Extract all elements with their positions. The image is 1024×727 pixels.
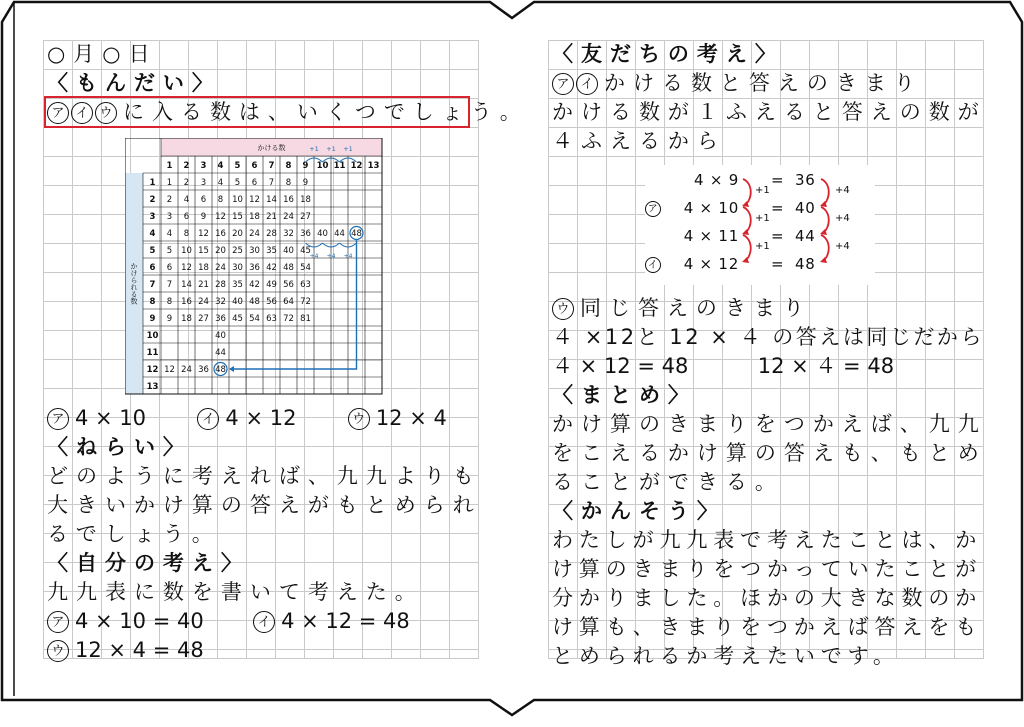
table-cell: 2 <box>183 178 190 188</box>
table-cell: 4 <box>183 195 190 205</box>
table-cell: 36 <box>198 365 209 375</box>
table-cell: 44 <box>215 348 226 358</box>
table-cell: 40 <box>317 229 328 239</box>
table-cell: 48 <box>215 365 226 375</box>
table-cell: 24 <box>198 297 209 307</box>
table-cell: 16 <box>215 229 226 239</box>
row-header: 1 <box>149 178 156 188</box>
table-cell: 72 <box>300 297 311 307</box>
col-header: 10 <box>316 161 329 171</box>
arrow-right-2 <box>821 207 829 233</box>
self-eq-i: 4 × 12 = 48 <box>281 609 410 633</box>
table-cell: 8 <box>166 297 173 307</box>
table-cell: 40 <box>283 246 294 256</box>
problem-heading: 〈もんだい〉 <box>47 71 221 95</box>
table-cell: 21 <box>198 280 209 290</box>
mark-i-icon: イ <box>71 102 93 124</box>
col-header: 6 <box>251 161 258 171</box>
self-equation-u <box>47 636 204 665</box>
row-header: 5 <box>149 246 156 256</box>
self-line: 九九表に数を書いて考えた。 <box>47 580 424 604</box>
table-cell: 45 <box>300 246 311 256</box>
answer-i: 4 × 12 <box>225 406 297 430</box>
table-cell: 9 <box>166 314 173 324</box>
reflection-line-1: わたしが九九表で考えたことは、か <box>552 528 983 552</box>
table-cell: 6 <box>166 263 173 273</box>
problem-text: に入る数は、いくつでしょう。 <box>123 100 529 124</box>
table-cell: 6 <box>183 212 190 222</box>
summary-line-3: ることができる。 <box>552 470 784 494</box>
table-cell: 45 <box>232 314 243 324</box>
table-cell: 4 <box>166 229 173 239</box>
table-cell: 18 <box>198 263 209 273</box>
table-cell: 6 <box>200 195 207 205</box>
col-header: 5 <box>234 161 241 171</box>
answer-mark-i-icon: イ <box>197 408 219 430</box>
equations-block <box>645 165 875 285</box>
table-cell: 7 <box>268 178 275 188</box>
arrow-right-3 <box>821 235 829 261</box>
self-heading: 〈自分の考え〉 <box>47 551 250 575</box>
row-header: 13 <box>146 382 159 392</box>
self-mark-i-icon: イ <box>253 611 275 633</box>
table-cell: 7 <box>166 280 173 290</box>
col-header: 4 <box>217 161 224 171</box>
plus-four-3: +4 <box>835 241 850 252</box>
table-cell: 24 <box>249 229 260 239</box>
table-top-label: かける数 <box>257 144 286 152</box>
rule1-mark-a-icon: ア <box>552 73 574 95</box>
plus-four-2: +4 <box>835 213 850 224</box>
plus-four-1: +4 <box>835 185 850 196</box>
reflection-line-5: とめられるか考えたいです。 <box>552 644 900 668</box>
mark-a-icon: ア <box>47 102 69 124</box>
plus-one-2: +1 <box>755 213 770 224</box>
table-cell: 42 <box>249 280 260 290</box>
self-equations-row <box>47 607 410 636</box>
table-cell: 24 <box>215 263 226 273</box>
multiplication-table <box>125 138 383 396</box>
col-header: 7 <box>268 161 275 171</box>
table-cell: 30 <box>249 246 260 256</box>
rule2-eq-b: 12 × ４ = 48 <box>757 354 895 378</box>
table-cell: 54 <box>249 314 260 324</box>
table-cell: 40 <box>232 297 243 307</box>
arrow-left-3 <box>743 235 751 261</box>
aim-line-2: 大きいかけ算の答えがもとめられ <box>47 493 482 517</box>
table-cell: 12 <box>249 195 260 205</box>
table-cell: 36 <box>215 314 226 324</box>
table-cell: 8 <box>285 178 292 188</box>
row-header: 4 <box>149 229 156 239</box>
row-header: 9 <box>149 314 156 324</box>
table-cell: 24 <box>181 365 192 375</box>
rule1-title-text: かける数と答えのきまり <box>604 71 923 95</box>
table-cell: 6 <box>251 178 258 188</box>
table-cell: 12 <box>181 263 192 273</box>
self-eq-a: 4 × 10 = 40 <box>75 609 204 633</box>
summary-line-2: をこえるかけ算の答えも、もとめ <box>552 441 987 465</box>
plus-one-3: +1 <box>755 241 770 252</box>
rule2-line: ４ ×12と 12 × ４ の答えは同じだから <box>552 325 984 349</box>
row-header: 10 <box>146 331 159 341</box>
table-cell: 28 <box>215 280 226 290</box>
reflection-heading: 〈かんそう〉 <box>552 499 726 523</box>
plus-one-1: +1 <box>755 185 770 196</box>
table-cell: 72 <box>283 314 294 324</box>
table-cell: 15 <box>232 212 243 222</box>
date-line: ○月○日 <box>47 42 158 66</box>
col-header: 9 <box>302 161 309 171</box>
table-cell: 48 <box>351 229 362 239</box>
table-cell: 35 <box>232 280 243 290</box>
table-cell: 36 <box>249 263 260 273</box>
table-cell: 14 <box>266 195 277 205</box>
table-cell: 5 <box>234 178 241 188</box>
table-cell: 20 <box>232 229 243 239</box>
table-cell: 28 <box>266 229 277 239</box>
reflection-line-3: 分かりました。ほかの大きな数のか <box>552 586 983 610</box>
self-eq-u: 12 × 4 = 48 <box>75 638 204 662</box>
table-cell: 5 <box>166 246 173 256</box>
arrow-left-1 <box>743 179 751 205</box>
row-header: 8 <box>149 297 156 307</box>
col-header: 8 <box>285 161 292 171</box>
eq-equals-1: = <box>771 171 785 189</box>
table-cell: 18 <box>300 195 311 205</box>
col-header: 3 <box>200 161 207 171</box>
rule1-line-2: ４ふえるから <box>552 129 726 153</box>
mark-u-icon: ウ <box>95 102 117 124</box>
table-cell: 27 <box>198 314 209 324</box>
summary-heading: 〈まとめ〉 <box>552 383 697 407</box>
table-cell: 3 <box>166 212 173 222</box>
rule1-line-1: かける数が１ふえると答えの数が <box>552 100 987 124</box>
rule2-title <box>552 294 812 323</box>
answer-mark-a-icon: ア <box>47 408 69 430</box>
plus-one-label: +1 <box>343 145 353 153</box>
col-header: 11 <box>333 161 346 171</box>
rule1-title <box>552 69 923 98</box>
table-cell: 9 <box>302 178 309 188</box>
table-cell: 81 <box>300 314 311 324</box>
table-cell: 56 <box>283 280 294 290</box>
answer-a: 4 × 10 <box>75 406 147 430</box>
problem-line <box>47 98 529 127</box>
eq-mark-2-icon: ア <box>645 201 661 217</box>
friend-heading: 〈友だちの考え〉 <box>552 42 784 66</box>
eq-arrows <box>645 165 875 285</box>
eq-left-4: 4 × 12 <box>683 255 739 273</box>
eq-equals-4: = <box>771 255 785 273</box>
table-cell: 2 <box>166 195 173 205</box>
rule2-eq-a: ４ × 12 = 48 <box>552 354 689 378</box>
table-cell: 44 <box>334 229 345 239</box>
table-cell: 15 <box>198 246 209 256</box>
plus-four-label: +4 <box>343 253 353 260</box>
table-cell: 56 <box>266 297 277 307</box>
row-header: 11 <box>146 348 159 358</box>
eq-equals-2: = <box>771 199 785 217</box>
rule2-mark-u-icon: ウ <box>552 298 574 320</box>
arrow-left-2 <box>743 207 751 233</box>
table-cell: 32 <box>215 297 226 307</box>
table-cell: 8 <box>217 195 224 205</box>
table-cell: 18 <box>249 212 260 222</box>
table-cell: 32 <box>283 229 294 239</box>
table-cell: 20 <box>215 246 226 256</box>
answers-line <box>47 404 447 433</box>
table-cell: 8 <box>183 229 190 239</box>
col-header: 13 <box>367 161 380 171</box>
aim-heading: 〈ねらい〉 <box>47 435 192 459</box>
table-cell: 18 <box>181 314 192 324</box>
table-cell: 12 <box>198 229 209 239</box>
reflection-line-2: け算のきまりをつかっていたことが <box>552 557 983 581</box>
table-cell: 36 <box>300 229 311 239</box>
table-cell: 12 <box>215 212 226 222</box>
table-cell: 21 <box>266 212 277 222</box>
plus-four-label: +4 <box>309 253 319 260</box>
row-header: 3 <box>149 212 156 222</box>
eq-right-3: 44 <box>795 227 816 245</box>
eq-equals-3: = <box>771 227 785 245</box>
eq-left-3: 4 × 11 <box>683 227 739 245</box>
table-cell: 16 <box>181 297 192 307</box>
aim-line-3: るでしょう。 <box>47 522 221 546</box>
table-cell: 25 <box>232 246 243 256</box>
self-mark-u-icon: ウ <box>47 640 69 662</box>
table-cell: 3 <box>200 178 207 188</box>
plus-four-label: +4 <box>326 253 336 260</box>
table-cell: 64 <box>283 297 294 307</box>
col-header: 1 <box>166 161 173 171</box>
plus-one-label: +1 <box>326 145 336 153</box>
eq-mark-4-icon: イ <box>645 257 661 273</box>
eq-right-1: 36 <box>795 171 816 189</box>
self-mark-a-icon: ア <box>47 611 69 633</box>
table-cell: 49 <box>266 280 277 290</box>
table-cell: 4 <box>217 178 224 188</box>
plus-one-label: +1 <box>309 145 319 153</box>
eq-right-4: 48 <box>795 255 816 273</box>
answer-mark-u-icon: ウ <box>348 408 370 430</box>
table-cell: 10 <box>181 246 192 256</box>
row-header: 6 <box>149 263 156 273</box>
table-cell: 10 <box>232 195 243 205</box>
table-cell: 35 <box>266 246 277 256</box>
row-header: 7 <box>149 280 156 290</box>
row-header: 12 <box>146 365 159 375</box>
eq-left-2: 4 × 10 <box>683 199 739 217</box>
reflection-line-4: け算も、きまりをつかえば答えをも <box>552 615 983 639</box>
summary-line-1: かけ算のきまりをつかえば、九九 <box>552 412 987 436</box>
table-cell: 14 <box>181 280 192 290</box>
table-cell: 63 <box>266 314 277 324</box>
table-side-label: かけられる数 <box>130 262 138 305</box>
table-cell: 40 <box>215 331 226 341</box>
answer-u: 12 × 4 <box>375 406 447 430</box>
table-cell: 42 <box>266 263 277 273</box>
row-header: 2 <box>149 195 156 205</box>
table-cell: 54 <box>300 263 311 273</box>
blue-arrowhead <box>229 366 234 372</box>
table-cell: 48 <box>283 263 294 273</box>
table-cell: 24 <box>283 212 294 222</box>
table-cell: 63 <box>300 280 311 290</box>
eq-right-2: 40 <box>795 199 816 217</box>
table-cell: 9 <box>200 212 207 222</box>
table-cell: 1 <box>166 178 173 188</box>
rule2-title-text: 同じ答えのきまり <box>580 296 812 320</box>
rule1-mark-i-icon: イ <box>576 73 598 95</box>
col-header: 2 <box>183 161 190 171</box>
table-cell: 48 <box>249 297 260 307</box>
table-cell: 30 <box>232 263 243 273</box>
arrow-right-1 <box>821 179 829 205</box>
aim-line-1: どのように考えれば、九九よりも <box>47 464 482 488</box>
table-cell: 27 <box>300 212 311 222</box>
table-cell: 16 <box>283 195 294 205</box>
col-header: 12 <box>350 161 363 171</box>
eq-left-1: 4 × 9 <box>694 171 739 189</box>
rule2-equations <box>552 352 894 381</box>
table-cell: 12 <box>164 365 175 375</box>
